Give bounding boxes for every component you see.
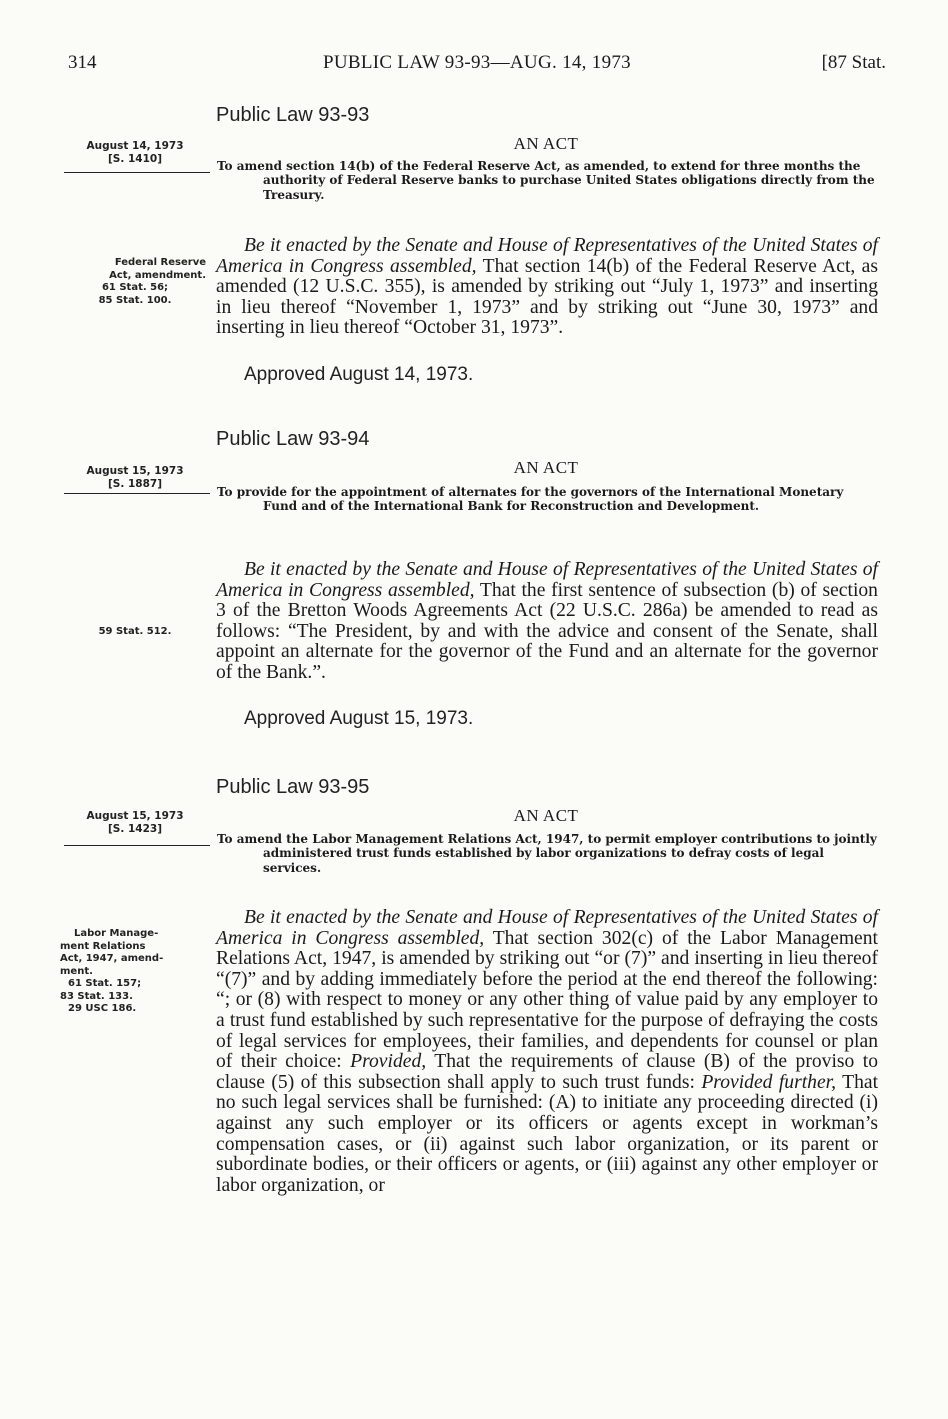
law-date: August 14, 1973 [86,140,184,152]
law-date: August 15, 1973 [86,810,184,822]
proviso-term: Provided, [350,1051,427,1073]
law-date-bill [64,810,206,836]
an-act-heading: AN ACT [513,458,579,477]
approval-date: Approved August 15, 1973. [244,708,474,729]
law-body-text: That the requirements of clause (B) of the proviso to clause (5) of this subsection shall apply to such trust funds: [216,1051,879,1093]
an-act-heading: AN ACT [513,806,579,825]
law-body [216,908,878,1196]
margin-note-line: Act, amendment. [109,269,206,281]
margin-note-line: 61 Stat. 56; [101,282,169,293]
enacting-clause: Be it enacted by the Senate and House of Representatives of the United States of America in Congress assembled, [216,559,878,601]
margin-note-line: 59 Stat. 512. [98,626,172,637]
margin-note-line: Federal Reserve [114,257,206,268]
margin-note-line: 61 Stat. 157; [68,978,142,989]
margin-note-line: ment. [60,965,93,977]
bill-number: [S. 1410] [107,153,163,165]
law-body [216,560,878,684]
running-title: PUBLIC LAW 93-93—AUG. 14, 1973 [323,52,631,73]
margin-rule [64,172,210,173]
law-title: Public Law 93-94 [216,428,370,450]
margin-note-line: 83 Stat. 133. [60,990,133,1002]
statute-volume: [87 Stat. [821,52,886,73]
margin-note-line: Act, 1947, amend- [60,953,164,964]
law-title: Public Law 93-93 [216,104,370,126]
enacting-clause: Be it enacted by the Senate and House of Representatives of the United States of America in Congress assembled, [216,907,878,949]
act-purpose-text: To provide for the appointment of alternates for the governors of the International Monetary Fund and of the International Bank for Reconstruction and Development. [217,485,844,514]
margin-note [64,626,206,639]
margin-note-line: ment Relations [60,940,146,952]
act-purpose-text: To amend section 14(b) of the Federal Reserve Act, as amended, to extend for three months the authority of Federal Reserve banks to purchase United States obligations directly from the Treasury. [217,159,875,202]
act-purpose-text: To amend the Labor Management Relations Act, 1947, to permit employer contributions to jointly administered trust funds established by labor organizations to defray costs of legal services. [217,832,877,875]
margin-note-line: 85 Stat. 100. [98,294,172,306]
proviso-term: Provided further, [701,1071,837,1093]
enacting-clause: Be it enacted by the Senate and House of Representatives of the United States of America in Congress assembled, [216,235,878,277]
law-body-text: That the first sentence of subsection (b) of section 3 of the Bretton Woods Agreements Act (22 U.S.C. 286a) be amended to read as follows: “The President, by and with the advice and consent of the Senate, shall appoint an alternate for the governor of the Fund and an alternate for the governor of the Bank.”. [216,579,878,683]
law-body-text: That section 14(b) of the Federal Reserve Act, as amended (12 U.S.C. 355), is amended by striking out “July 1, 1973” and inserting in lieu thereof “November 1, 1973” and by striking out “June 30, 1973” and inserting in lieu thereof “October 31, 1973”. [216,255,878,339]
page-number: 314 [68,52,97,73]
law-body-text: That section 302(c) of the Labor Management Relations Act, 1947, is amended by striking out “or (7)” and inserting in lieu thereof “(7)” and by adding immediately before the period at the end thereof the following: “; or (8) with respect to money or any other thing of value paid by any employer to a trust fund established by such representative for the purpose of defraying the costs of legal services for employees, their families, and dependents for counsel or plan of their choice: [216,927,878,1073]
act-purpose [217,159,877,202]
margin-note [60,928,210,1016]
an-act-heading: AN ACT [513,134,579,153]
margin-note [64,257,206,307]
law-title: Public Law 93-95 [216,776,370,798]
margin-rule [64,845,210,846]
bill-number: [S. 1423] [107,823,163,835]
bill-number: [S. 1887] [107,478,163,490]
law-body-text: That no such legal services shall be furnished: (A) to initiate any proceeding directed (i) against any such employer or its officers or agents except in workman’s compensation cases, or (ii) against such labor organization, or its parent or subordinate bodies, or their officers or agents, or (iii) against any other employer or labor organization, or [216,1071,879,1196]
law-date-bill [64,140,206,166]
law-body [216,236,878,339]
approval-date: Approved August 14, 1973. [244,364,474,385]
act-purpose [217,485,877,514]
running-header [68,52,886,82]
law-date: August 15, 1973 [86,465,184,477]
margin-rule [64,493,210,494]
law-date-bill [64,465,206,491]
act-purpose [217,832,877,875]
margin-note-line: 29 USC 186. [68,1003,137,1014]
margin-note-line: Labor Manage- [74,928,159,939]
